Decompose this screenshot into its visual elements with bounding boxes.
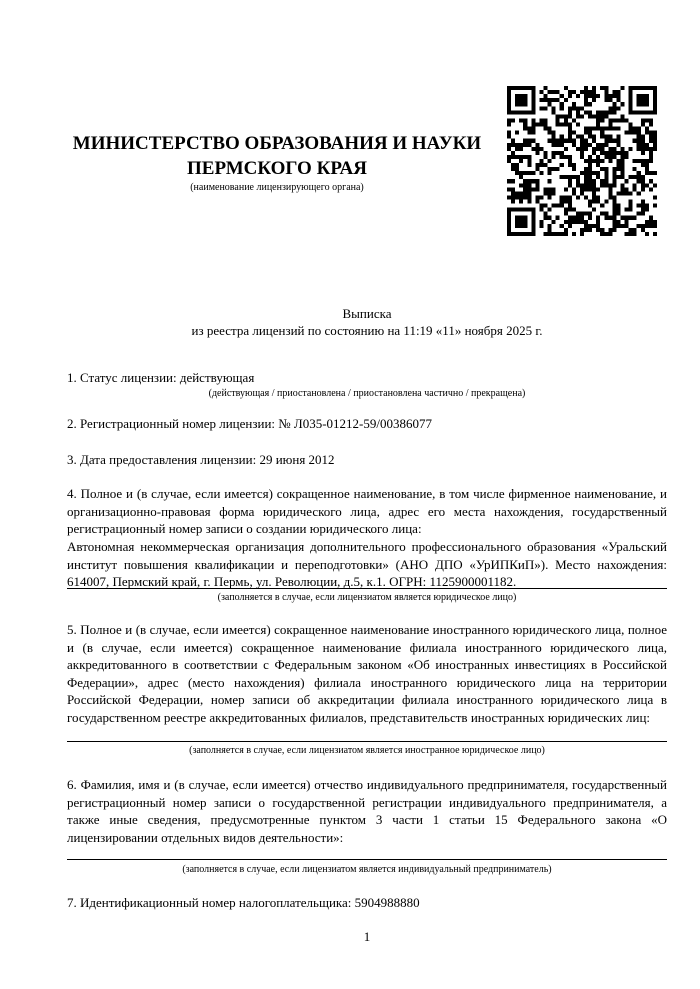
qr-modules <box>507 86 657 236</box>
registration-number: 2. Регистрационный номер лицензии: № Л035-01212-59/00386077 <box>67 416 433 431</box>
authority-note: (наименование лицензирующего органа) <box>190 182 364 193</box>
legal-entity-note: (заполняется в случае, если лицензиатом является юридическое лицо) <box>217 592 517 603</box>
status-note: (действующая / приостановлена / приостановлена частично / прекращена) <box>208 388 526 399</box>
entrepreneur-label: 6. Фамилия, имя и (в случае, если имеется) отчество индивидуального предпринимателя, государственный регистрационный номер записи о государственной регистрации индивидуального предпринимателя, а также иные сведения, предусмотренные пунктом 3 части 1 статьи 15 Федерального закона «О лицензировании отдельных видов деятельности»: <box>67 777 667 845</box>
licensing-authority-name: МИНИСТЕРСТВО ОБРАЗОВАНИЯ И НАУКИ ПЕРМСКОГО КРАЯ <box>72 133 482 179</box>
license-status: 1. Статус лицензии: действующая <box>67 370 255 385</box>
page-number: 1 <box>363 929 371 944</box>
taxpayer-id: 7. Идентификационный номер налогоплательщика: 5904988880 <box>67 895 420 910</box>
divider <box>67 588 667 589</box>
license-date: 3. Дата предоставления лицензии: 29 июня 2012 <box>67 452 335 467</box>
legal-entity-value: Автономная некоммерческая организация дополнительного профессионального образования «Уральский институт повышения квалификации и переподготовки» (АНО ДПО «УрИПКиП»). Место нахождения: 614007, Пермский край, г. Пермь, ул. Революции, д.5, к.1. ОГРН: 1125900001182. <box>67 539 667 590</box>
foreign-entity-label: 5. Полное и (в случае, если имеется) сокращенное наименование иностранного юридического лица, полное и (в случае, если имеется) сокращенное наименование филиала иностранного юридического лица, аккредитованного в соответствии с Федеральным законом «Об иностранных инвестициях в Российской Федерации», адрес (место нахождения) филиала иностранного юридического лица на территории Российской Федерации, номер записи об аккредитации филиала иностранного юридического лица в государственном реестре аккредитованных филиалов, представительств иностранных юридических лиц: <box>67 622 667 725</box>
divider <box>67 741 667 742</box>
foreign-entity-note: (заполняется в случае, если лицензиатом является иностранное юридическое лицо) <box>189 745 545 756</box>
divider <box>67 859 667 860</box>
entrepreneur-note: (заполняется в случае, если лицензиатом является индивидуальный предприниматель) <box>182 864 552 875</box>
legal-entity-label: 4. Полное и (в случае, если имеется) сокращенное наименование, в том числе фирменное наименование, и организационно-правовая форма юридического лица, адрес его места нахождения, государственный регистрационный номер записи о создании юридического лица: <box>67 486 667 537</box>
document-title: Выписка из реестра лицензий по состоянию на 11:19 «11» ноября 2025 г. <box>191 306 543 338</box>
qr-code-icon <box>507 85 657 237</box>
